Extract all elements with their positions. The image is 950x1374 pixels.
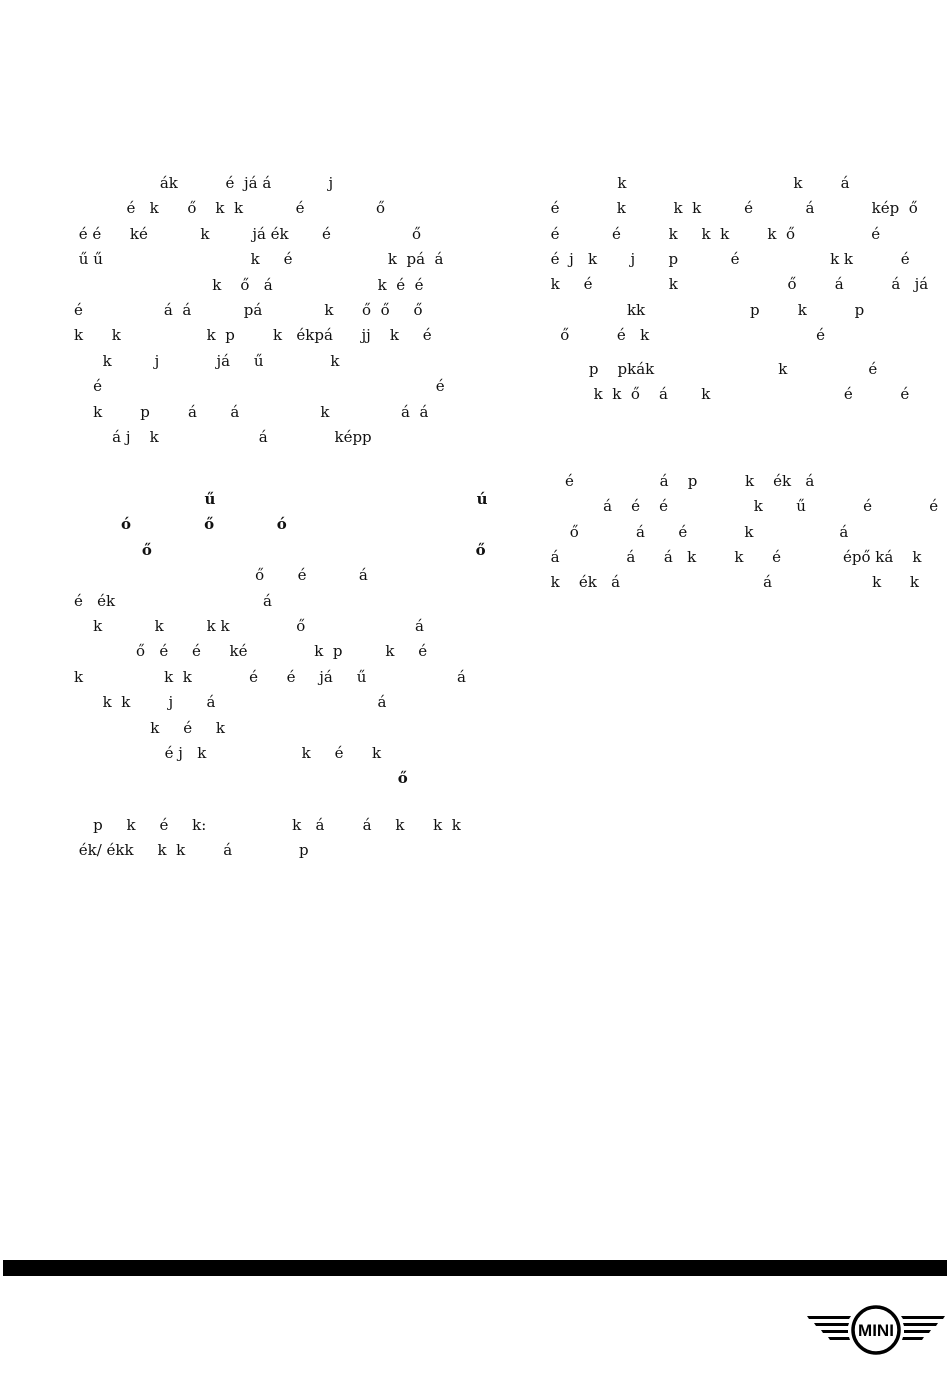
text-line: k k k k ő á <box>74 617 424 635</box>
text-line: k é k ő á á já <box>503 275 929 293</box>
text-line: k ő á k é é <box>74 276 424 294</box>
text-line: k k k é é já ű á <box>74 668 466 686</box>
left-text-column <box>74 174 488 864</box>
text-line: p k é k: k á á k k k <box>74 816 461 834</box>
text-line: ák é já á j <box>74 174 334 192</box>
text-line: ő á é k á <box>503 523 849 541</box>
text-line: k k k p k ékpá jj k é <box>74 326 432 344</box>
mini-logo-icon <box>805 1306 947 1356</box>
text-line: é k ő k k é ő <box>74 199 386 217</box>
text-line: é á á pá k ő ő ő <box>74 301 423 319</box>
text-line: ő <box>74 769 408 787</box>
text-line <box>503 421 883 439</box>
text-line: é é ké k já ék é ő <box>74 225 421 243</box>
text-line: k p á á k á á <box>74 403 429 421</box>
text-line: é á p k ék á <box>503 472 815 490</box>
text-line: é ék á <box>74 592 272 610</box>
text-line: ő é k é <box>503 326 825 344</box>
text-line <box>503 447 883 465</box>
text-line: á é é k ű é é <box>503 497 939 515</box>
text-line: k j já ű k <box>74 352 340 370</box>
logo-text: MINI <box>858 1321 894 1340</box>
text-line: ő ő <box>74 541 486 559</box>
text-line: ó ő ó <box>74 515 287 533</box>
text-line: é é <box>74 377 445 395</box>
text-line: k k j á á <box>74 693 387 711</box>
text-line: é k k k é á kép ő <box>503 199 918 217</box>
text-line: é j k k é k <box>74 744 382 762</box>
text-line <box>74 465 454 483</box>
text-line: ű ű k é k pá á <box>74 250 444 268</box>
text-line <box>74 791 454 809</box>
text-line: kk p k p <box>503 301 865 319</box>
text-line: ék/ ékk k k á p <box>74 841 309 859</box>
text-line: k é k <box>74 719 226 737</box>
text-line: k ék á á k k <box>503 573 919 591</box>
text-line: p pkák k é <box>503 360 878 378</box>
text-line: é j k j p é k k é <box>503 250 910 268</box>
text-line: k k á <box>503 174 850 192</box>
text-line: ő é á <box>74 566 368 584</box>
text-line: ű ú <box>74 490 488 508</box>
text-line: á á á k k é épő ká k <box>503 548 922 566</box>
text-line: ő é é ké k p k é <box>74 642 428 660</box>
footer-rule <box>3 1260 947 1276</box>
text-line: k k ő á k é é <box>503 385 910 403</box>
text-line: á j k á képp <box>74 428 372 446</box>
right-text-column <box>503 174 939 594</box>
text-line: é é k k k k ő é <box>503 225 881 243</box>
